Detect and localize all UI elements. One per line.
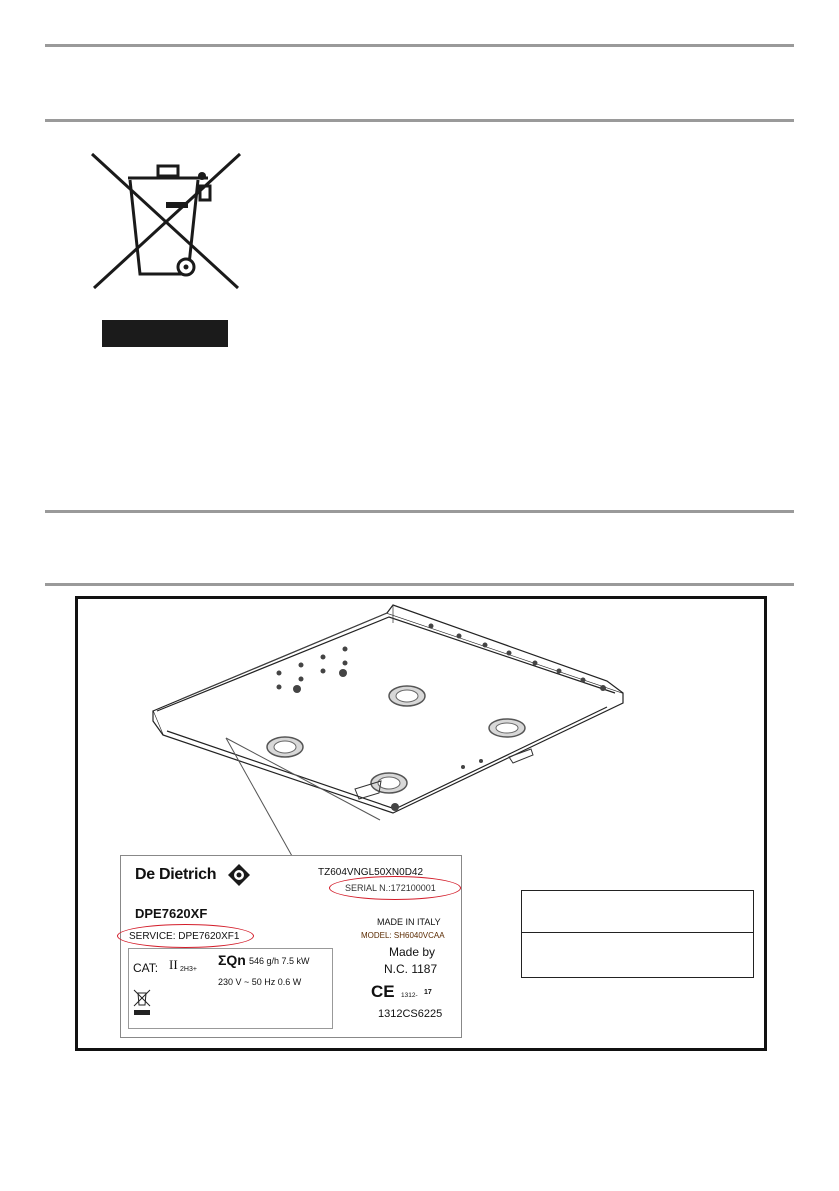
category-subscript: 2H3+ [180, 966, 197, 973]
section-rule-3 [45, 510, 794, 513]
nominal-heat-input-symbol: ΣQn [218, 952, 246, 968]
brand-name: De Dietrich [135, 866, 217, 883]
category-label: CAT: [133, 961, 159, 975]
gas-rating: 546 g/h 7.5 kW [249, 956, 310, 966]
serial-record-box [521, 890, 754, 978]
ce-mark: CE [371, 982, 395, 1001]
weee-small-icon [133, 989, 151, 1017]
section-rule-2 [45, 119, 794, 122]
model-number: DPE7620XF [135, 906, 208, 921]
product-code: TZ604VNGL50XN0D42 [318, 867, 424, 878]
service-code: SERVICE: DPE7620XF1 [129, 931, 240, 942]
made-by-label: Made by [389, 945, 436, 959]
section-rule-1 [45, 44, 794, 47]
weee-crossed-bin-icon [88, 150, 244, 300]
category-symbol: II [169, 957, 178, 972]
hob-underside-drawing [145, 603, 630, 825]
ce-year: 17 [424, 989, 432, 996]
electrical-rating: 230 V ~ 50 Hz 0.6 W [218, 977, 302, 987]
ce-notified-body: 1312- [401, 992, 418, 999]
brand-logo-icon [227, 863, 251, 887]
rating-plate [120, 855, 462, 1038]
serial-number: SERIAL N.:172100001 [345, 883, 436, 893]
certificate-number: 1312CS6225 [378, 1008, 443, 1020]
model-code: MODEL: SH6040VCAA [361, 931, 445, 940]
nc-number: N.C. 1187 [384, 962, 438, 976]
weee-black-bar [102, 320, 228, 347]
service-highlight-oval [117, 924, 254, 948]
record-box-divider [522, 932, 753, 933]
serial-highlight-oval [329, 876, 461, 900]
section-rule-4 [45, 583, 794, 586]
made-in-italy: MADE IN ITALY [377, 917, 441, 927]
